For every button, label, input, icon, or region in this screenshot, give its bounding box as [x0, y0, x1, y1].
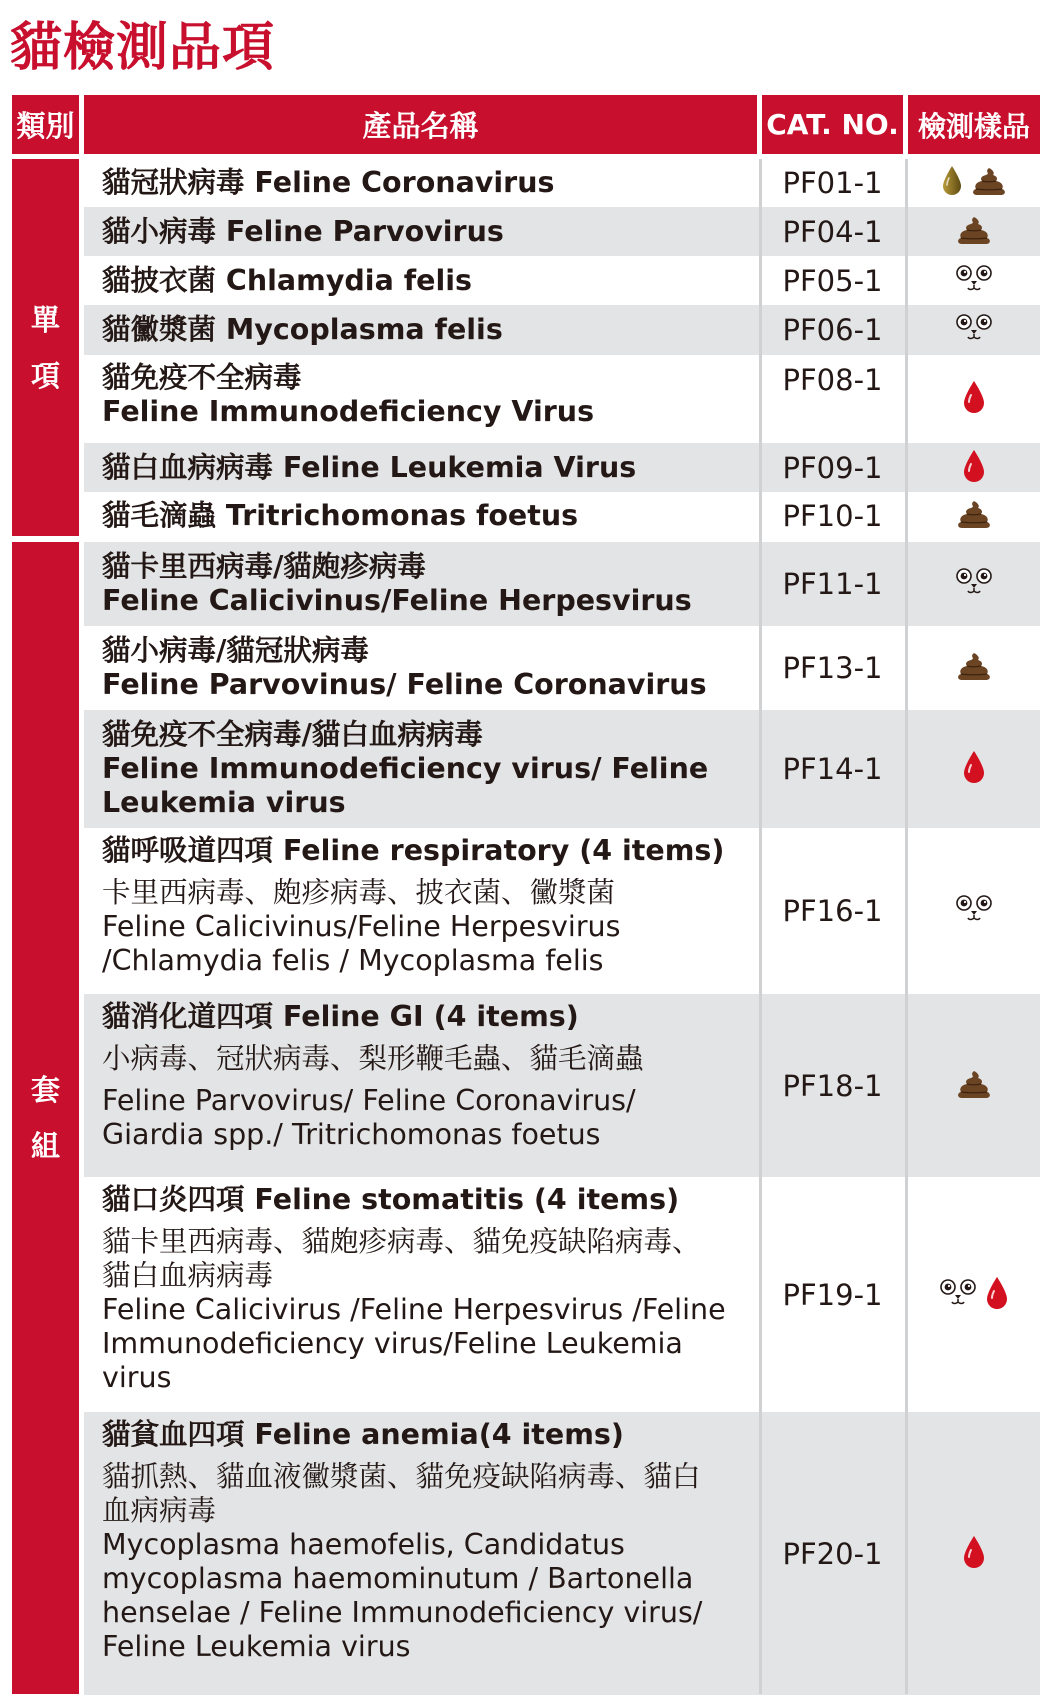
- blood-drop-icon: [962, 1535, 986, 1573]
- cat-face-swab-icon: [955, 567, 993, 601]
- cat-no-cell: PF08-1: [782, 363, 883, 397]
- samples-cell: [908, 710, 1040, 828]
- product-detail-line: 小病毒、冠狀病毒、梨形鞭毛蟲、貓毛滴蟲: [102, 1042, 644, 1075]
- header-cat-no: CAT. NO.: [762, 95, 903, 154]
- product-name-cell: [102, 313, 742, 347]
- table-row: [84, 1177, 1040, 1412]
- cat-no-cell: PF09-1: [782, 450, 883, 485]
- poop-icon: [956, 651, 992, 685]
- product-name-cell: [102, 834, 742, 978]
- samples-cell: [908, 443, 1040, 492]
- product-detail-line: henselae / Feline Immunodeficiency virus/: [102, 1596, 703, 1629]
- product-name-line: 貓消化道四項 Feline GI (4 items): [102, 1000, 579, 1033]
- category-single: [12, 159, 79, 536]
- header-category: 類別: [12, 95, 79, 154]
- product-detail-line: Mycoplasma haemofelis, Candidatus: [102, 1528, 625, 1561]
- product-name-cell: [102, 1000, 742, 1152]
- table-row: [84, 256, 1040, 305]
- poop-icon: [956, 215, 992, 249]
- product-name-line: Feline Immunodeficiency virus/ Feline: [102, 752, 709, 785]
- samples-cell: [908, 542, 1040, 626]
- product-name-line: Leukemia virus: [102, 786, 346, 819]
- samples-cell: [908, 828, 1040, 994]
- product-name-line: 貓卡里西病毒/貓皰疹病毒: [102, 550, 426, 583]
- table-row: [84, 492, 1040, 540]
- column-divider: [905, 159, 908, 1694]
- cat-no-cell: PF19-1: [782, 1277, 883, 1312]
- page-title: 貓檢測品項: [10, 18, 276, 78]
- category-single-char-2: 項: [30, 358, 60, 393]
- product-name-line: 貓披衣菌 Chlamydia felis: [102, 264, 472, 297]
- blood-drop-icon: [962, 380, 986, 418]
- cat-face-swab-icon: [955, 264, 993, 298]
- samples-cell: [908, 626, 1040, 710]
- product-name-cell: [102, 718, 742, 820]
- table-row: [84, 443, 1040, 492]
- samples-cell: [908, 159, 1040, 207]
- cat-face-swab-icon: [955, 894, 993, 928]
- table-row: [84, 1412, 1040, 1695]
- product-detail-line: Feline Calicivinus/Feline Herpesvirus: [102, 910, 621, 943]
- product-name-cell: [102, 550, 742, 618]
- cat-no-cell: PF01-1: [782, 166, 883, 200]
- cat-no-cell: PF04-1: [782, 214, 883, 249]
- header-samples: 檢測樣品: [908, 95, 1040, 154]
- category-combo-char-1: 套: [30, 1073, 60, 1107]
- product-name-cell: [102, 1183, 742, 1395]
- product-name-line: Feline Immunodeficiency Virus: [102, 395, 595, 428]
- category-single-char-1: 單: [30, 302, 60, 337]
- cat-no-cell: PF10-1: [782, 499, 883, 533]
- cat-face-swab-icon: [939, 1278, 977, 1312]
- product-detail-line: /Chlamydia felis / Mycoplasma felis: [102, 944, 604, 977]
- product-name-cell: [102, 215, 742, 249]
- cat-no-cell: PF05-1: [782, 263, 883, 298]
- cat-no-cell: PF16-1: [782, 894, 883, 928]
- product-name-line: 貓免疫不全病毒: [102, 361, 302, 394]
- product-detail-line: virus: [102, 1361, 172, 1394]
- product-name-line: 貓冠狀病毒 Feline Coronavirus: [102, 166, 555, 199]
- product-detail-line: Feline Parvovirus/ Feline Coronavirus/: [102, 1084, 636, 1117]
- poop-icon: [956, 1069, 992, 1103]
- samples-cell: [908, 305, 1040, 355]
- product-detail-line: 血病病毒: [102, 1494, 217, 1527]
- table-row: [84, 994, 1040, 1177]
- product-name-cell: [102, 166, 742, 200]
- table-row: [84, 710, 1040, 828]
- samples-cell: [908, 207, 1040, 256]
- product-detail-line: mycoplasma haemominutum / Bartonella: [102, 1562, 694, 1595]
- column-divider: [759, 159, 762, 1694]
- product-name-line: 貓呼吸道四項 Feline respiratory (4 items): [102, 834, 725, 867]
- cat-no-cell: PF14-1: [782, 752, 883, 786]
- product-detail-line: 貓白血病病毒: [102, 1259, 274, 1292]
- cat-face-swab-icon: [955, 313, 993, 347]
- product-name-line: 貓毛滴蟲 Tritrichomonas foetus: [102, 499, 579, 532]
- product-detail-line: Giardia spp./ Tritrichomonas foetus: [102, 1118, 601, 1151]
- product-name-line: 貓免疫不全病毒/貓白血病病毒: [102, 718, 483, 751]
- cat-no-cell: PF11-1: [782, 567, 883, 601]
- product-name-line: 貓貧血四項 Feline anemia(4 items): [102, 1418, 624, 1451]
- product-name-line: 貓白血病病毒 Feline Leukemia Virus: [102, 451, 637, 484]
- table-row: [84, 159, 1040, 207]
- product-name-line: 貓小病毒/貓冠狀病毒: [102, 634, 369, 667]
- table-row: [84, 542, 1040, 626]
- product-detail-line: 貓抓熱、貓血液黴漿菌、貓免疫缺陷病毒、貓白: [102, 1460, 701, 1493]
- product-name-line: 貓口炎四項 Feline stomatitis (4 items): [102, 1183, 680, 1216]
- cat-no-cell: PF13-1: [782, 651, 883, 685]
- product-name-line: Feline Parvovinus/ Feline Coronavirus: [102, 668, 707, 701]
- table-row: [84, 355, 1040, 443]
- product-name-cell: [102, 1418, 742, 1664]
- product-name-cell: [102, 451, 742, 485]
- product-name-cell: [102, 499, 742, 533]
- category-combo-char-2: 組: [30, 1129, 60, 1163]
- poop-icon: [971, 166, 1007, 200]
- cat-no-cell: PF06-1: [782, 313, 883, 347]
- samples-cell: [908, 1177, 1040, 1412]
- samples-cell: [908, 256, 1040, 305]
- cat-no-cell: PF20-1: [782, 1536, 883, 1571]
- blood-drop-icon: [962, 449, 986, 487]
- blood-drop-icon: [985, 1276, 1009, 1314]
- product-name-cell: [102, 361, 742, 429]
- table-row: [84, 207, 1040, 256]
- blood-drop-icon: [962, 750, 986, 788]
- product-detail-line: Immunodeficiency virus/Feline Leukemia: [102, 1327, 683, 1360]
- table-row: [84, 828, 1040, 994]
- samples-cell: [908, 492, 1040, 540]
- samples-cell: [908, 355, 1040, 443]
- samples-cell: [908, 1412, 1040, 1695]
- product-detail-line: Feline Calicivirus /Feline Herpesvirus /Feline: [102, 1293, 726, 1326]
- header-product-name: 產品名稱: [84, 95, 757, 154]
- product-name-line: Feline Calicivinus/Feline Herpesvirus: [102, 584, 692, 617]
- product-detail-line: 貓卡里西病毒、貓皰疹病毒、貓免疫缺陷病毒、: [102, 1225, 701, 1258]
- product-name-line: 貓小病毒 Feline Parvovirus: [102, 215, 504, 248]
- product-name-cell: [102, 264, 742, 298]
- table-row: [84, 305, 1040, 355]
- product-name-line: 貓黴漿菌 Mycoplasma felis: [102, 313, 503, 346]
- category-combo: [12, 542, 79, 1694]
- urine-drop-icon: [941, 165, 963, 201]
- product-name-cell: [102, 634, 742, 702]
- samples-cell: [908, 994, 1040, 1177]
- cat-no-cell: PF18-1: [782, 1068, 883, 1103]
- poop-icon: [956, 499, 992, 533]
- table-row: [84, 626, 1040, 710]
- product-detail-line: Feline Leukemia virus: [102, 1630, 411, 1663]
- product-detail-line: 卡里西病毒、皰疹病毒、披衣菌、黴漿菌: [102, 876, 616, 909]
